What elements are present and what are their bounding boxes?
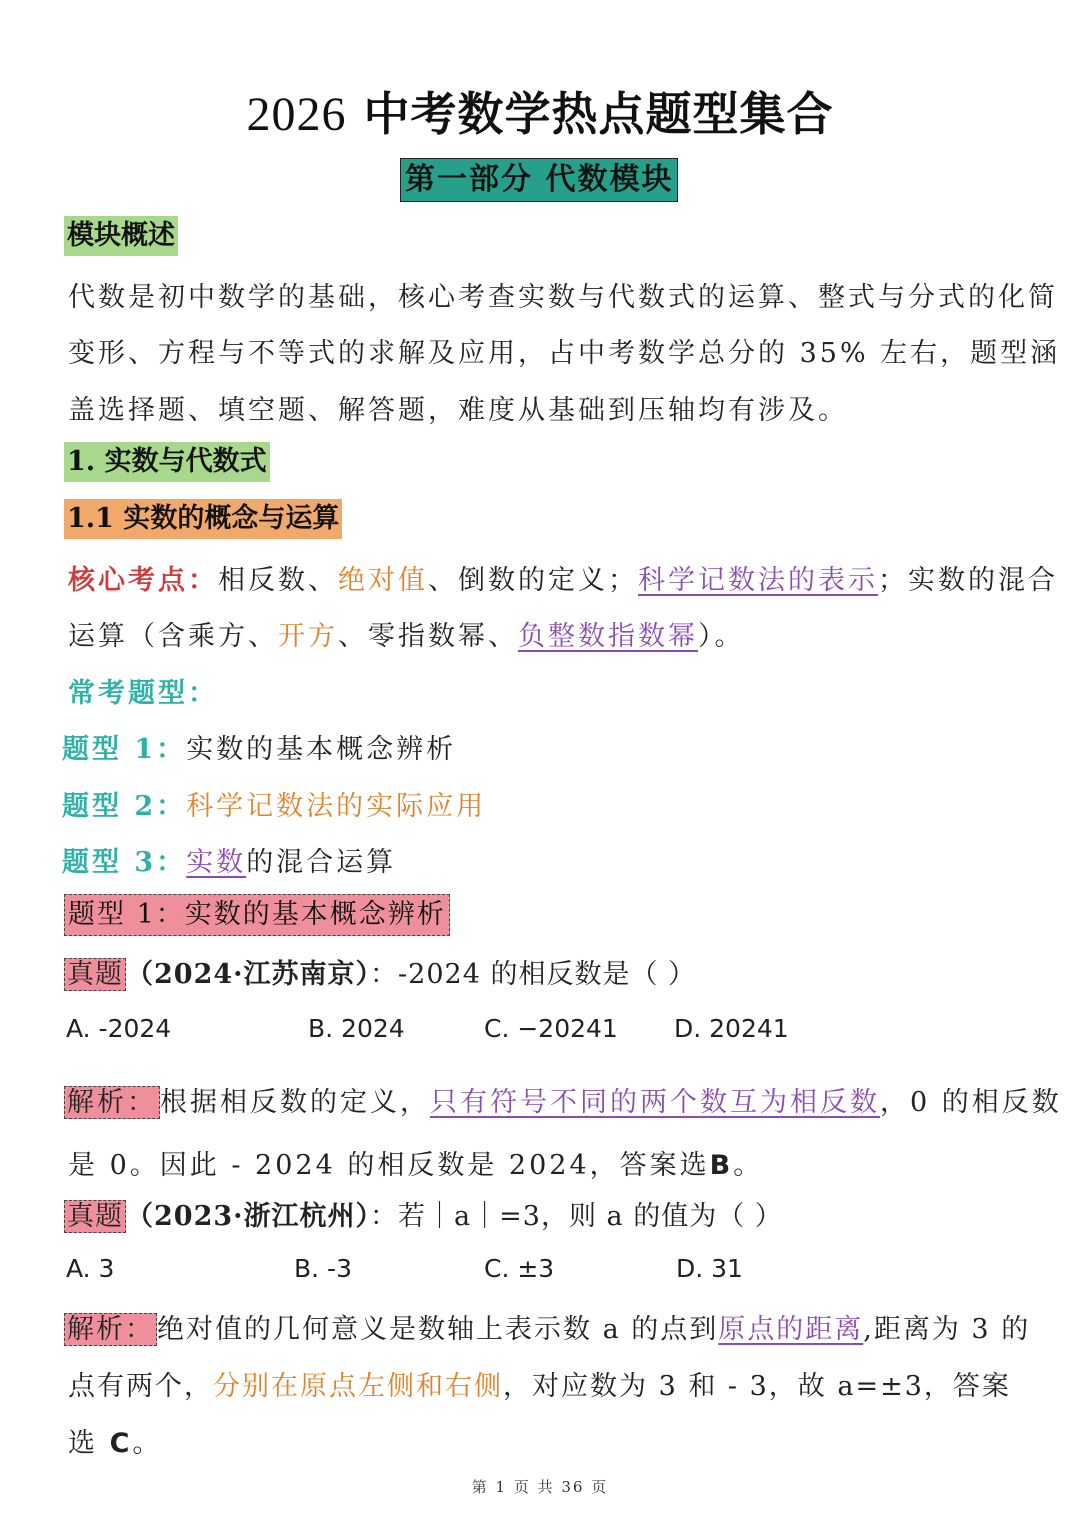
analysis-underline: 只有符号不同的两个数互为相反数 (430, 1087, 880, 1118)
core-points-line-1 (68, 558, 1058, 597)
analysis-text: 。 (132, 1428, 163, 1459)
q2-analysis-line-1 (64, 1307, 1030, 1346)
question-1-stem: ：-2024 的相反数是（ ） (370, 959, 697, 990)
core-underline-neg-exp: 负整数指数幂 (518, 621, 698, 652)
question-2 (64, 1194, 783, 1233)
core-highlight-abs: 绝对值 (338, 565, 428, 596)
type-label: 题型 1： (62, 734, 187, 765)
overview-line-1: 代数是初中数学的基础，核心考查实数与代数式的运算、整式与分式的化简 (68, 282, 1058, 313)
q1-option-d: D. 20241 (674, 1014, 789, 1043)
common-types-label: 常考题型： (68, 678, 218, 709)
core-highlight-root: 开方 (278, 621, 338, 652)
core-points-line-2 (68, 614, 745, 653)
core-underline-sci: 科学记数法的表示 (638, 565, 878, 596)
q2-answer: C (109, 1428, 133, 1459)
core-text: ；实数的混合 (878, 565, 1058, 596)
analysis-text: ，对应数为 3 和 - 3，故 a=±3，答案 (503, 1371, 1011, 1402)
type-item-1 (62, 727, 456, 766)
core-points-label: 核心考点： (68, 565, 218, 596)
q2-analysis-line-3 (68, 1421, 162, 1460)
type-text: 的混合运算 (246, 847, 397, 878)
q1-analysis-line-1 (64, 1080, 1062, 1119)
type-item-2 (62, 784, 486, 823)
overview-heading: 模块概述 (64, 216, 178, 256)
q2-analysis-tag: 解析： (64, 1313, 157, 1346)
type-text: 科学记数法的实际应用 (186, 791, 487, 822)
analysis-text: ,距离为 3 的 (863, 1314, 1031, 1345)
q2-option-b: B. -3 (294, 1254, 352, 1283)
analysis-text: ，0 的相反数 (880, 1087, 1062, 1118)
analysis-text: 选 (68, 1428, 110, 1459)
question-2-tag: 真题 (64, 1200, 126, 1233)
q1-analysis-line-2 (68, 1143, 763, 1182)
q1-analysis-tag: 解析： (64, 1086, 160, 1119)
part-label: 第一部分 代数模块 (400, 158, 678, 202)
title-text: 中考数学热点题型集合 (363, 87, 834, 141)
type-label: 题型 3： (62, 847, 187, 878)
q2-analysis-line-2 (68, 1364, 1011, 1403)
question-1-source: （2024·江苏南京） (126, 959, 371, 990)
core-text: 、零指数幂、 (338, 621, 518, 652)
analysis-text: 绝对值的几何意义是数轴上表示数 a 的点到 (157, 1314, 719, 1345)
core-text: 、倒数的定义； (428, 565, 638, 596)
analysis-text: 根据相反数的定义， (160, 1087, 430, 1118)
type-item-3 (62, 840, 396, 879)
q2-option-a: A. 3 (66, 1254, 115, 1283)
overview-line-3: 盖选择题、填空题、解答题，难度从基础到压轴均有涉及。 (68, 395, 848, 426)
q1-option-a: A. -2024 (66, 1014, 172, 1043)
analysis-text: 是 0。因此 - 2024 的相反数是 2024，答案选 (68, 1150, 710, 1181)
q2-option-c: C. ±3 (484, 1254, 555, 1283)
document-title (0, 78, 1080, 144)
q1-answer: B (709, 1150, 734, 1181)
question-2-stem: ：若｜a｜=3，则 a 的值为（ ） (370, 1201, 783, 1232)
analysis-highlight: 分别在原点左侧和右侧 (213, 1371, 503, 1402)
question-2-source: （2023·浙江杭州） (126, 1201, 371, 1232)
q1-option-b: B. 2024 (308, 1014, 405, 1043)
core-text: ）。 (698, 621, 745, 652)
type-1-heading: 题型 1：实数的基本概念辨析 (64, 894, 450, 936)
overview-line-2: 变形、方程与不等式的求解及应用，占中考数学总分的 35% 左右，题型涵 (68, 338, 1061, 369)
core-text: 相反数、 (218, 565, 338, 596)
analysis-text: 点有两个， (68, 1371, 213, 1402)
section-1-1-heading: 1.1 实数的概念与运算 (64, 499, 342, 539)
type-text: 实数的基本概念辨析 (186, 734, 457, 765)
question-1 (64, 952, 696, 991)
q2-option-d: D. 31 (676, 1254, 743, 1283)
question-1-tag: 真题 (64, 958, 126, 991)
analysis-underline: 原点的距离 (718, 1314, 864, 1345)
section-1-heading: 1. 实数与代数式 (64, 442, 270, 482)
title-year: 2026 (246, 88, 347, 141)
q1-option-c: C. −20241 (484, 1014, 618, 1043)
core-text: 运算（含乘方、 (68, 621, 278, 652)
page-footer: 第 1 页 共 36 页 (471, 1478, 609, 1496)
type-text-underline: 实数 (186, 847, 247, 878)
type-label: 题型 2： (62, 791, 187, 822)
analysis-text: 。 (733, 1150, 764, 1181)
